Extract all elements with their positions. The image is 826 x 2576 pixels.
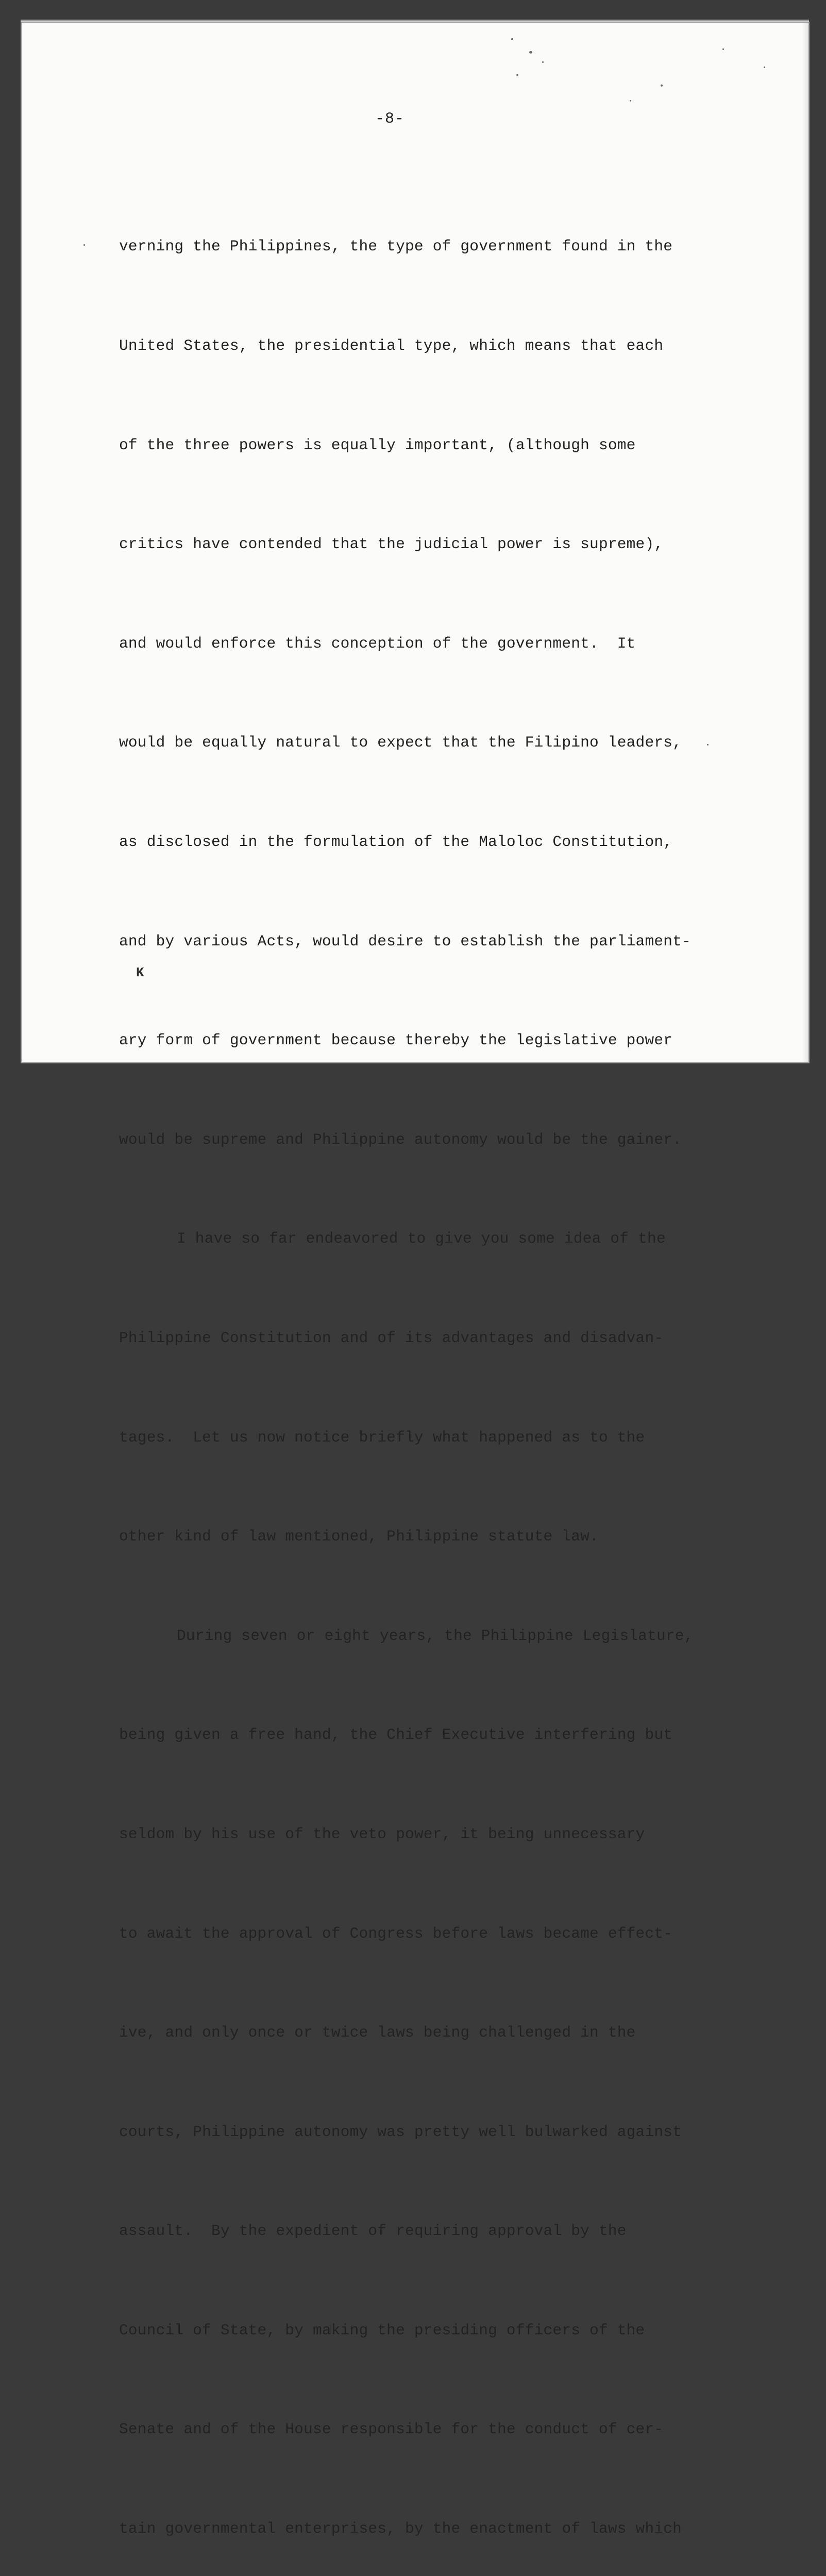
footer-mark: K bbox=[136, 965, 144, 980]
scan-speck bbox=[529, 51, 532, 54]
text-line: and by various Acts, would desire to establish the parliament- bbox=[119, 932, 691, 950]
scan-speck bbox=[83, 244, 85, 246]
text-line: United States, the presidential type, which means that each bbox=[119, 337, 664, 354]
text-line: to await the approval of Congress before laws became effect- bbox=[119, 1924, 673, 1942]
text-line: verning the Philippines, the type of government found in the bbox=[119, 238, 673, 256]
text-line: ive, and only once or twice laws being challenged in the bbox=[119, 2024, 636, 2042]
text-line: tages. Let us now notice briefly what happened as to the bbox=[119, 1428, 645, 1446]
text-line: Council of State, by making the presiding officers of the bbox=[119, 2321, 645, 2339]
text-line: would be equally natural to expect that the Filipino leaders, bbox=[119, 734, 682, 752]
paragraph-start-line: I have so far endeavored to give you some idea of the bbox=[177, 1230, 666, 1248]
text-line: critics have contended that the judicial power is supreme), bbox=[119, 535, 664, 553]
paragraph-start-line: During seven or eight years, the Philippine Legislature, bbox=[177, 1626, 694, 1645]
scan-speck bbox=[722, 48, 724, 50]
text-line: of the three powers is equally important, (although some bbox=[119, 436, 636, 454]
page-number: -8- bbox=[375, 110, 405, 128]
scan-speck bbox=[516, 74, 518, 76]
text-line: seldom by his use of the veto power, it being unnecessary bbox=[119, 1825, 645, 1843]
scan-speck bbox=[630, 100, 631, 101]
text-line: Philippine Constitution and of its advantages and disadvan- bbox=[119, 1329, 664, 1347]
text-line: and would enforce this conception of the government. It bbox=[119, 634, 636, 652]
text-line: assault. By the expedient of requiring approval by the bbox=[119, 2222, 627, 2240]
text-line: courts, Philippine autonomy was pretty well bulwarked against bbox=[119, 2123, 682, 2141]
text-line: tain governmental enterprises, by the enactment of laws which bbox=[119, 2520, 682, 2538]
scan-speck bbox=[542, 61, 544, 63]
scan-speck bbox=[511, 38, 513, 40]
document-page bbox=[22, 23, 808, 2538]
text-line: Senate and of the House responsible for the conduct of cer- bbox=[119, 2420, 664, 2438]
body-text bbox=[119, 164, 773, 2576]
text-line: would be supreme and Philippine autonomy would be the gainer. bbox=[119, 1130, 682, 1148]
scan-speck bbox=[764, 66, 765, 68]
text-line: as disclosed in the formulation of the Maloloc Constitution, bbox=[119, 833, 673, 851]
text-line: ary form of government because thereby the legislative power bbox=[119, 1031, 673, 1049]
text-line: being given a free hand, the Chief Executive interfering but bbox=[119, 1726, 673, 1744]
scan-speck bbox=[661, 84, 663, 87]
text-line: other kind of law mentioned, Philippine statute law. bbox=[119, 1528, 599, 1546]
page-edge-shadow bbox=[802, 23, 808, 1062]
